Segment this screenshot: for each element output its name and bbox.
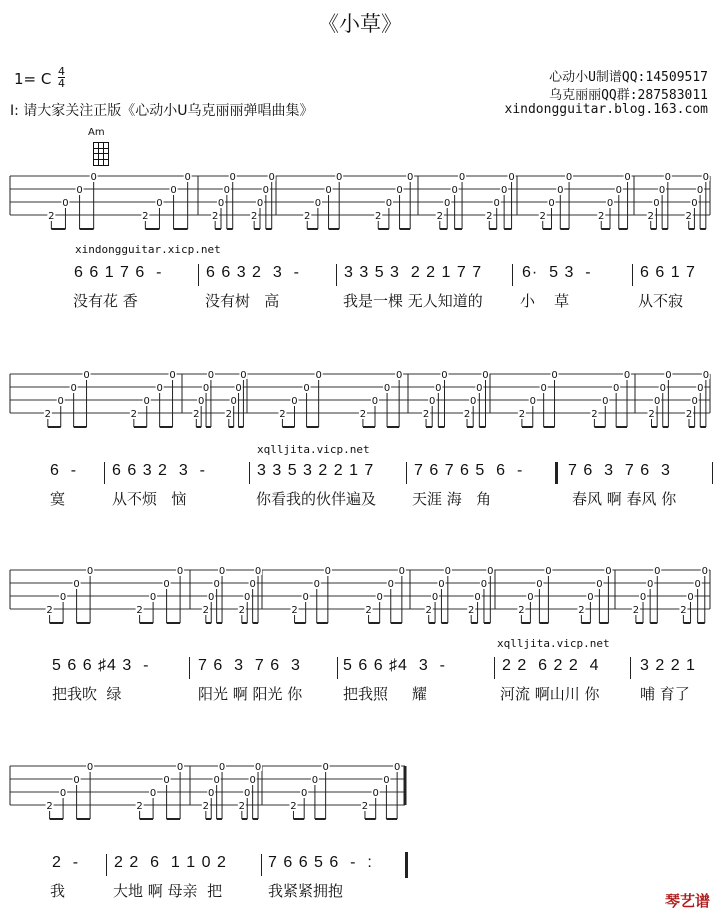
tab-fret-number: 2 [647,211,654,222]
tab-fret-number: 0 [691,396,698,407]
tab-fret-number: 0 [639,592,647,603]
tab-fret-number: 0 [302,592,309,603]
tab-fret-number: 0 [664,172,672,183]
tab-fret-number: 0 [372,788,379,799]
tab-fret-number: 0 [244,788,251,799]
tab-fret-number: 0 [654,566,661,577]
tab-fret-number: 0 [451,185,458,196]
song-title: 《小草》 [318,12,402,36]
tab-fret-number: 2 [375,211,382,222]
tab-fret-number: 0 [59,592,67,603]
tab-fret-number: 0 [702,172,710,183]
tab-fret-number: 0 [493,198,500,209]
tab-fret-number: 2 [518,409,526,420]
tab-fret-number: 2 [193,409,200,420]
tab-fret-number: 2 [225,409,232,420]
tab-fret-number: 0 [441,370,448,381]
chord-name: Am [88,127,105,138]
tab-fret-number: 0 [536,579,543,590]
measure: 5 6 6 ♯4 3 - [52,657,150,674]
tab-fret-number: 0 [217,198,225,209]
tab-fret-number: 0 [646,579,654,590]
tab-fret-number: 0 [315,370,322,381]
tab-fret-number: 0 [665,370,672,381]
tab-fret-number: 0 [376,592,383,603]
barline [630,657,631,679]
watermark-url: xqlljita.vicp.net [257,443,370,456]
tab-fret-number: 0 [697,383,704,394]
tab-fret-number: 0 [605,566,612,577]
tab-fret-number: 2 [279,409,286,420]
tab-fret-number: 0 [387,579,394,590]
tab-fret-number: 0 [557,185,564,196]
tab-fret-number: 0 [197,396,205,407]
measure: 6 - [50,462,78,479]
measure: 2 - [52,854,80,871]
barline [106,854,107,876]
tab-fret-number: 0 [254,566,262,577]
tab-fret-number: 0 [470,396,477,407]
tab-fret-number: 0 [213,775,220,786]
tab-fret-number: 0 [623,370,631,381]
tab-fret-number: 0 [691,198,698,209]
tab-fret-number: 0 [658,185,666,196]
tab-fret-number: 0 [86,762,94,773]
barline [189,657,190,679]
tab-fret-number: 0 [694,579,701,590]
tab-fret-number: 0 [548,198,555,209]
measure: 7 6 3 7 6 3 [568,462,671,479]
tab-fret-number: 2 [250,211,258,222]
repeat-end-barline [405,852,408,878]
tab-fret-number: 0 [254,762,262,773]
tab-fret-number: 0 [311,775,319,786]
tab-fret-number: 2 [518,605,525,616]
tab-fret-number: 0 [62,198,69,209]
watermark-url: xindongguitar.xicp.net [75,243,221,256]
tab-fret-number: 0 [208,788,215,799]
tab-fret-number: 0 [482,370,489,381]
tab-fret-number: 0 [86,566,94,577]
lyric: 没有树 高 [205,292,280,310]
tab-fret-number: 2 [202,801,210,812]
tab-fret-number: 2 [578,605,585,616]
tab-fret-number: 0 [615,185,622,196]
lyric: 阳光 啊 阳光 你 [198,685,303,703]
tab-fret-number: 2 [46,801,53,812]
tab-fret-number: 2 [422,409,430,420]
tab-fret-number: 0 [701,566,708,577]
lyric: 把我吹 绿 [52,685,122,703]
measure: 2 2 6 2 2 4 [502,657,600,674]
barline [198,264,199,286]
tab-fret-number: 0 [249,775,256,786]
tab-fret-number: 2 [591,409,598,420]
tab-fret-number: 0 [606,198,614,209]
lyric: 把我照 耀 [343,685,427,703]
tab-fret-number: 0 [687,592,694,603]
tab-fret-number: 0 [487,566,494,577]
tab-fret-number: 0 [256,198,264,209]
barline [249,462,250,484]
tab-fret-number: 0 [325,185,332,196]
tab-fret-number: 0 [385,198,393,209]
tab-fret-number: 0 [73,775,80,786]
tab-fret-number: 0 [474,592,481,603]
tab-fret-number: 0 [324,566,332,577]
tab-fret-number: 2 [359,409,367,420]
credit-arranger: 心动小U制谱QQ:14509517 [549,70,708,85]
measure: 3 3 5 3 2 2 1 7 7 [344,264,483,281]
lyric: 小 草 [520,292,570,310]
tab-fret-number: 2 [44,409,52,420]
tab-fret-number: 0 [431,592,439,603]
tab-fret-number: 0 [57,396,64,407]
measure: 6 6 3 2 3 - [206,264,300,281]
tab-fret-number: 0 [170,185,177,196]
credit-blog: xindongguitar.blog.163.com [504,102,708,117]
notice-line: I: 请大家关注正版《心动小U乌克丽丽弹唱曲集》 [10,103,314,119]
tab-fret-number: 0 [653,396,661,407]
tab-fret-number: 0 [240,370,247,381]
tab-fret-number: 2 [211,211,219,222]
tab-fret-number: 0 [169,370,176,381]
tab-fret-number: 2 [238,801,246,812]
lyric: 你看我的伙伴遍及 [256,490,377,508]
tab-fret-number: 0 [596,579,603,590]
barline [261,854,262,876]
tab-fret-number: 0 [602,396,609,407]
tab-fret-number: 0 [383,775,390,786]
tab-fret-number: 0 [476,383,483,394]
barline [712,462,713,484]
tab-fret-number: 2 [238,605,246,616]
tab-fret-number: 2 [365,605,372,616]
tab-fret-number: 0 [396,185,403,196]
tab-fret-number: 0 [149,788,157,799]
tab-fret-number: 2 [436,211,443,222]
tab-fret-number: 2 [680,605,687,616]
lyric: 大地 啊 母亲 把 [113,882,223,900]
lyric: 没有花 香 [73,292,138,310]
tab-fret-number: 0 [653,198,660,209]
tab-fret-number: 0 [291,396,298,407]
lyric: 我紧紧拥抱 [268,882,344,900]
tab-fret-number: 0 [500,185,508,196]
tab-fret-number: 2 [142,211,149,222]
tab-fret-number: 2 [486,211,493,222]
measure: 7 6 6 5 6 - : [268,854,373,871]
key-signature: 1= C [14,70,52,88]
tab-fret-number: 0 [565,172,573,183]
tab-fret-number: 0 [383,383,391,394]
lyric: 寞 [50,490,66,508]
tab-fret-number: 0 [393,762,401,773]
tab-fret-number: 0 [398,566,406,577]
time-bottom: 4 [58,77,65,90]
tab-fret-number: 0 [303,383,310,394]
lyric: 天涯 海 角 [412,490,492,508]
tab-fret-number: 0 [508,172,515,183]
tab-fret-number: 0 [407,172,414,183]
tab-fret-number: 0 [223,185,231,196]
lyric: 春风 啊 春风 你 [572,490,677,508]
tab-fret-number: 0 [249,579,256,590]
barline [336,264,337,286]
tab-fret-number: 0 [371,396,379,407]
tab-fret-number: 0 [229,172,236,183]
tab-fret-number: 2 [136,801,143,812]
measure: 3 3 5 3 2 2 1 7 [257,462,375,479]
tab-fret-number: 2 [598,211,605,222]
tab-fret-number: 0 [163,775,170,786]
measure: 7 6 7 6 5 6 - [414,462,524,479]
tab-fret-number: 0 [213,579,220,590]
measure: 6· 5 3 - [522,264,592,281]
tab-fret-number: 0 [163,579,170,590]
barline [512,264,513,286]
tab-fret-number: 0 [230,396,237,407]
tab-fret-number: 0 [83,370,90,381]
tab-fret-number: 0 [587,592,594,603]
tab-fret-number: 0 [322,762,329,773]
tab-fret-number: 2 [136,605,143,616]
tab-fret-number: 0 [207,370,215,381]
tab-fret-number: 0 [268,172,275,183]
tab-fret-number: 0 [73,579,80,590]
barline [104,462,105,484]
repeat-start-barline [555,462,558,484]
tab-fret-number: 0 [218,566,226,577]
tab-fret-number: 0 [612,383,620,394]
tab-fret-number: 0 [429,396,436,407]
measure: 5 6 6 ♯4 3 - [343,657,446,674]
site-logo: 琴艺谱 [664,892,710,910]
tab-fret-number: 2 [685,409,693,420]
tab-fret-number: 0 [90,172,97,183]
tab-fret-number: 2 [48,211,55,222]
lyric: 河流 啊山川 你 [500,685,600,703]
tab-fret-number: 2 [291,605,298,616]
measure: 6 6 1 7 [640,264,696,281]
tab-fret-number: 0 [527,592,534,603]
barline [406,462,407,484]
tab-fret-number: 0 [156,198,163,209]
tab-fret-number: 0 [235,383,242,394]
tab-fret-number: 0 [551,370,558,381]
tab-fret-number: 0 [314,198,322,209]
time-top: 4 [58,65,65,78]
measure: 3 2 2 1 [640,657,696,674]
tab-fret-number: 0 [176,566,184,577]
tab-fret-number: 0 [184,172,191,183]
tab-fret-number: 0 [300,788,308,799]
tab-fret-number: 0 [624,172,631,183]
lyric: 从不烦 恼 [112,490,187,508]
tab-fret-number: 0 [59,788,67,799]
tab-fret-number: 0 [76,185,83,196]
tab-fret-number: 0 [696,185,704,196]
barline [494,657,495,679]
watermark-url: xqlljita.vicp.net [497,637,610,650]
tab-fret-number: 0 [149,592,157,603]
lyric: 我 [50,882,66,900]
tab-fret-number: 2 [290,801,297,812]
tab-fret-number: 0 [244,592,251,603]
tab-fret-number: 0 [444,198,451,209]
tab-fret-number: 0 [313,579,320,590]
tab-fret-number: 2 [685,211,692,222]
measure: 6 6 1 7 6 - [74,264,163,281]
tab-fret-number: 0 [262,185,270,196]
barline [632,264,633,286]
barline [337,657,338,679]
tab-fret-number: 2 [632,605,640,616]
tab-fret-number: 2 [468,605,475,616]
tab-fret-number: 0 [395,370,403,381]
lyric: 哺 育了 [640,685,690,703]
tab-fret-number: 0 [435,383,442,394]
tab-fret-number: 2 [361,801,369,812]
lyric: 我是一棵 无人知道的 [343,292,483,310]
lyric: 从不寂 [638,292,684,310]
tab-fret-number: 0 [202,383,210,394]
measure: 7 6 3 7 6 3 [198,657,301,674]
tab-fret-number: 2 [648,409,655,420]
tab-fret-number: 2 [463,409,471,420]
tab-fret-number: 0 [458,172,466,183]
tab-fret-number: 0 [659,383,666,394]
tab-fret-number: 2 [202,605,210,616]
tab-fret-number: 0 [208,592,215,603]
measure: 2 2 6 1 1 0 2 [114,854,227,871]
tab-fret-number: 0 [156,383,163,394]
tab-fret-number: 2 [304,211,311,222]
tab-fret-number: 2 [425,605,432,616]
tab-fret-number: 0 [438,579,445,590]
tab-fret-number: 0 [176,762,184,773]
tab-fret-number: 0 [480,579,488,590]
tab-fret-number: 0 [529,396,536,407]
tab-fret-number: 0 [702,370,710,381]
tab-fret-number: 0 [545,566,552,577]
tab-fret-number: 0 [143,396,150,407]
tab-fret-number: 2 [130,409,138,420]
measure: 6 6 3 2 3 - [112,462,206,479]
tab-fret-number: 0 [218,762,226,773]
credit-group: 乌克丽丽QQ群:287583011 [549,88,708,103]
tab-fret-number: 2 [539,211,546,222]
tab-fret-number: 0 [70,383,77,394]
tab-fret-number: 0 [336,172,343,183]
tab-fret-number: 2 [46,605,53,616]
tab-fret-number: 0 [540,383,547,394]
tab-fret-number: 0 [444,566,452,577]
